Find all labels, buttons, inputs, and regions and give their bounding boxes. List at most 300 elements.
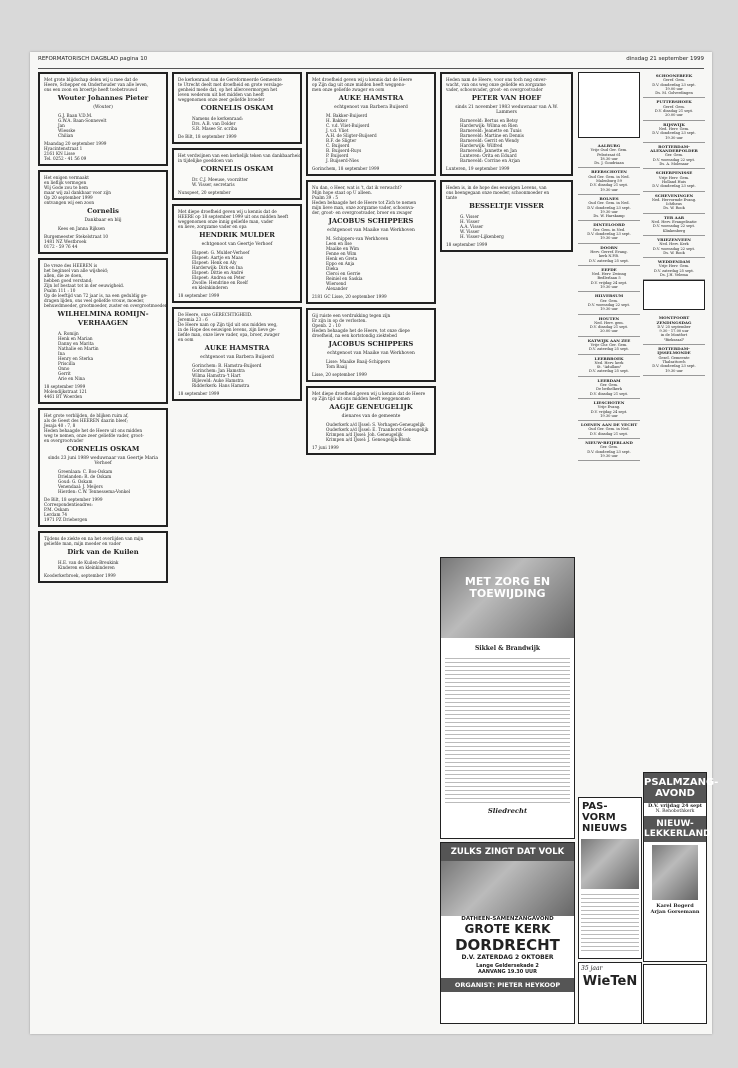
zulks-aside: Lange Geldersekade 2: [476, 963, 539, 969]
agenda-entry: [578, 377, 640, 399]
agenda-line: Oud Ger. Gem. in Ned.: [588, 427, 630, 432]
notice-name-line: Onno: [58, 366, 70, 371]
notice-address: 0172 - 59 76 44: [44, 244, 78, 249]
agenda-entry: [578, 292, 640, 314]
notice-text: te Utrecht deelt met droefheid en grote verslage-: [178, 82, 284, 87]
notice-text: droefheid, na een kortstondig ziektebed: [312, 333, 397, 338]
notice-name: AUKE HAMSTRA: [204, 344, 270, 352]
pasvorm-photo: [581, 839, 639, 889]
agenda-line: Ds. J.H. Velema: [660, 272, 688, 277]
notice-name-line: Elspeet: Andrea en Peter: [192, 275, 246, 280]
agenda-line: Vrije Herv. Gem.: [658, 175, 690, 180]
zulks-aside2: AANVANG 19.30 UUR: [478, 969, 537, 975]
agenda-entry: [578, 195, 640, 221]
zulks-line4: D.V. ZATERDAG 2 OKTOBER: [461, 954, 554, 961]
zulks-title: ZULKS ZINGT DAT VOLK: [441, 843, 574, 861]
psalm-title: PSALMZANG- AVOND: [644, 773, 706, 803]
header-left: REFORMATORISCH DAGBLAD pagina 10: [38, 56, 148, 62]
col3-notice: [306, 180, 436, 304]
agenda-column-left: [578, 72, 640, 461]
notice-name: Dirk van de Kuilen: [67, 548, 139, 556]
agenda-line: D.V. vrijdag 24 sept.: [590, 409, 628, 414]
notice-name-line: W. Visser, secretaris: [192, 182, 235, 187]
agenda-place: LOENEN AAN DE VECHT: [580, 422, 638, 428]
notice-text: Heden is, in de hope des eeuwigen Levens, van: [446, 185, 547, 190]
agenda-entry: [643, 98, 705, 120]
notice-name-line: Alexander: [326, 286, 348, 291]
notice-names: [58, 560, 162, 570]
notice-text: in de Hope des eeuwigen levens, zijn lieve ge-: [178, 327, 276, 332]
notice-subtitle: echtgenoot van Barbera Buijserd: [200, 355, 274, 360]
notice-text: Met diepe droefheid geven wij u kennis dat de: [178, 209, 277, 214]
agenda-line: Ger. Gem.: [599, 445, 619, 450]
col1-notice: [38, 170, 168, 254]
agenda-line: D.V. donderdag 23 sept.: [652, 364, 696, 369]
notice-name-line: C. Buijserd: [326, 143, 350, 148]
notice-names: [460, 118, 567, 163]
notice-text: Heden behaagde het de Heere, tot onze diepe: [312, 328, 410, 333]
col1-notice: [38, 408, 168, 527]
agenda-line: 19.30 uur: [600, 187, 618, 192]
agenda-line: De bethelkerk: [596, 387, 622, 392]
agenda-entry: [578, 168, 640, 194]
agenda-line: Ds. M. Golverdingen: [655, 91, 693, 96]
notice-date: De Bilt, 18 september 1999: [44, 497, 103, 502]
notice-text: Openb. 2 : 10: [312, 323, 341, 328]
agenda-entry: [643, 192, 705, 214]
agenda-place: MONTFOORT ZENDINGSDAG: [656, 315, 692, 325]
agenda-line: Holland Huis: [662, 179, 686, 184]
agenda-line: 19.30 uur: [600, 413, 618, 418]
notice-address: 1481 NZ Westbroek: [44, 239, 87, 244]
notice-name: BESSELTJE VISSER: [469, 202, 544, 210]
notice-text: Op 20 september 1999: [44, 195, 93, 200]
notice-name-line: W. Visser: [460, 229, 480, 234]
agenda-line: Malenburg 59: [596, 179, 622, 184]
agenda-entry: [643, 169, 705, 191]
orgel-ad: [643, 964, 707, 1024]
agenda-line: "Biekszaal": [663, 337, 685, 342]
agenda-place: VRIEZENVEEN: [657, 236, 691, 242]
notice-date: Lunteren, 19 september 1999: [446, 166, 510, 171]
notice-date: 18 september 1999: [446, 242, 488, 247]
notice-text: Gij ruiste een verdrukking tegen zijn: [312, 313, 391, 318]
agenda-list-left: [578, 142, 640, 461]
agenda-entry: [578, 337, 640, 355]
col2-notice: [172, 72, 302, 144]
varia-banner: [643, 280, 705, 310]
notice-name-line: Barneveld: Jannette en Jan: [460, 148, 517, 153]
notice-text: geliefde man, mijn moeder en vader: [44, 541, 121, 546]
notice-text: Het grote verblijden, de blijken ruim af,: [44, 413, 129, 418]
agenda-entry: [578, 266, 640, 292]
agenda-line: 19.30 uur: [600, 236, 618, 241]
notice-name-line: Dr. C.J. Meeuse, voorzitter: [192, 177, 248, 182]
agenda-line: Geref. Gem.: [663, 104, 685, 109]
notice-name-line: Reiniel en Saskia: [326, 276, 363, 281]
notice-text: Psalm 111 : 10: [44, 288, 76, 293]
notice-address: Lerdam 74: [44, 512, 68, 517]
header-right: dinsdag 21 september 1999: [626, 56, 704, 62]
notice-date: 18 september 1999: [178, 391, 220, 396]
notice-text: leven wederom uit het midden van heeft: [178, 92, 264, 97]
notice-date: De Bilt, 18 september 1999: [178, 134, 237, 139]
notice-date: Nunspeet, 20 september: [178, 190, 231, 195]
col2-notice: [172, 204, 302, 303]
agenda-place: SCHEVENINGEN: [654, 192, 694, 198]
agenda-place: LEERBROEK: [594, 355, 624, 361]
notice-name-line: Tom Baaij: [326, 364, 347, 369]
notice-text: ons heengegaan onze moeder, schoonmoeder en: [446, 190, 550, 195]
agenda-line: 19.00 uur: [665, 86, 683, 91]
agenda-entry: [578, 315, 640, 337]
col3-notice: [306, 72, 436, 176]
agenda-line: Geref. Gem.: [663, 78, 685, 83]
notice-name: WILHELMINA ROMIJN-VERHAAGEN: [57, 310, 149, 327]
notice-text: Met droefheid geven wij u kennis dat de Heere: [312, 77, 413, 82]
notice-name-line: Elspeet: Henk en Aly: [192, 260, 237, 265]
notice-text: De Heere, onze GERECHTIGHEID.: [178, 312, 253, 317]
agenda-line: D.V. zaterdag 25 sept.: [589, 369, 629, 374]
psalm-date: D.V. vrijdag 24 sept: [647, 803, 703, 809]
notice-names: [58, 226, 162, 231]
agenda-place: KATWIJK AAN ZEE: [587, 337, 631, 343]
notice-name-line: Harderwijk: Dirk en Ina: [192, 265, 243, 270]
notice-text: maar wij zal dankbaar voor zijn: [44, 190, 111, 195]
notice-text: Met diepe droefheid geven wij u kennis dat de Heere: [312, 391, 426, 396]
notice-address: Hyacintenstraat 1: [44, 146, 83, 151]
notice-name-line: J. v.d. Vliet: [326, 128, 349, 133]
agenda-line: Ned. Herv. Kerk: [659, 242, 689, 247]
agenda-line: in de Montfort: [660, 333, 688, 338]
notice-text: men onze geliefde zwager en oom: [312, 87, 385, 92]
notice-name: AAGJE GENEUGELIJK: [329, 403, 413, 411]
notice-text: Tijdens de ziekte en na het overlijden van mijn: [44, 536, 144, 541]
notice-text: weg te nemen, onze zeer geliefde vader, groot-: [44, 433, 144, 438]
notice-address: 1971 PZ Driebergen: [44, 517, 88, 522]
notice-subtitle: echtgenoot van Maaike van Werkhoven: [327, 228, 415, 233]
notice-name-line: Zwolle: Hendrine en Roelf: [192, 280, 248, 285]
agenda-entry: [578, 355, 640, 377]
notice-name-line: Chilian: [58, 133, 74, 138]
agenda-entry: [643, 258, 705, 280]
notice-address: 4461 BT Woerden: [44, 394, 83, 399]
notice-names: [326, 236, 430, 291]
agenda-place: PUTTERSHOEK: [656, 99, 692, 105]
agenda-line: Ned. Herv. gem.: [594, 320, 624, 325]
col2-notice: [172, 148, 302, 200]
notice-name-line: Danny en Marita: [58, 341, 94, 346]
agenda-line: D.V. donderdag 23 sept.: [652, 184, 696, 189]
notice-address: Burgemeester Stekelstraat 10: [44, 234, 109, 239]
agenda-place: DOORN: [600, 244, 618, 250]
agenda-place: EEFDE: [601, 266, 617, 272]
notice-text: der, groot- en overgrootvader, broer en zwager: [312, 210, 412, 215]
agenda-line: Vrije Oud Ger. Gem.: [590, 148, 628, 153]
notice-name-line: Ouderkerk a/d IJssel: E. Traanborst-Geneugelijk: [326, 427, 429, 432]
notice-name: JACOBUS SCHIPPERS: [328, 217, 414, 225]
notice-name-line: C. v.d. Vliet-Buijserd: [326, 123, 370, 128]
notice-names: [192, 363, 296, 388]
notice-name-line: Leen en Ilse: [326, 241, 352, 246]
notice-text: De vreze des HEEREN is: [44, 263, 98, 268]
notice-text: en overgrootvader: [44, 438, 84, 443]
notice-name-line: Elspeet: G. Mulder-Verhoef: [192, 250, 250, 255]
agenda-place: DINTELOORD: [593, 222, 625, 228]
agenda-place: LIESCHOTEN: [593, 399, 625, 405]
zulks-photo: [441, 861, 574, 916]
notice-name-line: Krimpen a/d IJssel: J. Geneugelijk-Blonk: [326, 437, 411, 442]
agenda-line: kerk N.P.B.: [598, 254, 619, 259]
agenda-line: D.V. donderdag 23 sept.: [587, 205, 631, 210]
notice-names: [460, 214, 567, 239]
notice-name: Wouter Johannes Pieter: [57, 94, 149, 102]
agenda-line: 18.30 uur: [600, 156, 618, 161]
notice-name-line: G.J. Baan V.D.M.: [58, 113, 93, 118]
notice-date: 18 september 1999: [44, 384, 86, 389]
notice-text: mijn lieve man, onze zorgzame vader, schoonva-: [312, 205, 415, 210]
agenda-line: Vrije Chr. Ger. Gem.: [590, 342, 628, 347]
agenda-line: Ger. Gem. in Ned.: [592, 227, 626, 232]
notice-text: in tijdelijke goeddoen van: [178, 158, 233, 163]
notice-subtitle: echtgenoot van Geertje Verhoef: [201, 242, 273, 247]
notice-name: AUKE HAMSTRA: [338, 94, 404, 102]
agenda-line: Ger. Gem.: [599, 298, 619, 303]
notice-name-line: Kinderen en kleinkinderen: [58, 565, 115, 570]
agenda-line: Ned. Herv. kerk: [594, 360, 624, 365]
agenda-line: D.V. woensdag 22 sept.: [652, 224, 696, 229]
notice-text: behuwdmoeder, grootmoeder, zuster en overgrootmoeder: [44, 303, 167, 308]
agenda-line: Ds. W. Rook: [663, 206, 685, 211]
notice-name-line: M. Schippers-van Werkhoven: [326, 236, 389, 241]
notice-name-line: A.A. Visser: [460, 224, 484, 229]
agenda-line: Ds. A. Molenaar: [659, 162, 689, 167]
orgel-slogan: DE BESTE KEUZE VOOR EEN KLASSIEK ORGEL: [651, 969, 699, 997]
notice-text: Op de leeftijd van 72 jaar is, na een geduldig ge-: [44, 293, 148, 298]
notice-name-line: Barneveld: Corrine en Arjan: [460, 158, 520, 163]
psalm-photo: [652, 845, 698, 900]
col4-notice: [440, 180, 573, 252]
psalm-organist: Karel Bogerd: [656, 903, 694, 909]
agenda-line: Gezel. Gemeente: [658, 355, 690, 360]
newspaper-page: [30, 52, 719, 1034]
notice-names: [58, 469, 162, 494]
agenda-line: Vrije Evang.: [597, 405, 621, 410]
notice-names: [58, 331, 162, 381]
agenda-line: Thalsattorch: [662, 359, 686, 364]
agenda-line: Herv. Gerref. Evang.: [590, 249, 628, 254]
column-4: [440, 72, 573, 256]
agenda-entry: [643, 72, 705, 98]
agenda-line: Ned. Herv. Gem.: [658, 126, 690, 131]
notice-name-line: Gerrit: [58, 371, 71, 376]
notice-text: weggenomen onze innig geliefde man, vader: [178, 219, 274, 224]
agenda-line: D.V. zaterdag 25 sept.: [589, 258, 629, 263]
col1-notice: [38, 258, 168, 404]
notice-name-line: Lunteren: Orita en Eduard: [460, 153, 517, 158]
agenda-entry: [578, 221, 640, 243]
notice-name-line: P. Buijserd: [326, 153, 349, 158]
agenda-line: Oud Ger. Gem. in Ned.: [588, 201, 630, 206]
notice-name-line: Jan: [58, 123, 65, 128]
agenda-line: Pelsstraat 61: [597, 152, 621, 157]
notice-name-line: Elspeet: Aartje en Maas: [192, 255, 243, 260]
notice-text: Jesaja 40 : 7, 8: [44, 423, 76, 428]
notice-name-line: J. Buijserd-Nies: [326, 158, 359, 163]
notice-name-line: Gorinchem: B. Hamstra-Buijserd: [192, 363, 262, 368]
col3-notice: [306, 308, 436, 382]
agenda-line: Ned. Hervormde Evang.: [651, 197, 697, 202]
notice-text: vader, schoonvader, groot- en overgrootvader: [446, 87, 543, 92]
agenda-line: D.V. woensdag 22 sept.: [587, 302, 631, 307]
notice-name-line: Drs. A.B. van Dolder: [192, 121, 236, 126]
agenda-line: 19.30 uur: [600, 307, 618, 312]
notice-text: tante: [446, 195, 458, 200]
vergader-agenda-title: Ver- gader- agenda: [580, 76, 638, 120]
notice-text: Het verdwijnen van een kerkelijk teken van dankbaarheid: [178, 153, 302, 158]
agenda-entry: [578, 142, 640, 168]
notice-name-line: Bijleveld: Auke Hamstra: [192, 378, 244, 383]
notice-address: Molendijkstraat 121: [44, 389, 88, 394]
notice-names: [326, 113, 430, 163]
notice-names: [192, 250, 296, 290]
notice-subtitle: echtgenoot van Maaike van Werkhoven: [327, 351, 415, 356]
notice-name-line: Ina: [58, 351, 65, 356]
notice-name-line: Krimpen a/d IJssel: Joh. Geneugelijk: [326, 432, 403, 437]
notice-name-line: Nathalie en Martin: [58, 346, 99, 351]
notice-name-line: M. Bakker-Buijserd: [326, 113, 368, 118]
notice-date: Kooderkerbroek, september 1999: [44, 573, 116, 578]
notice-text: Er zijn in op de verlosten.: [312, 318, 367, 323]
agenda-entry: [578, 421, 640, 439]
notice-text: Heden behaagde het de Heere uit ons midden: [44, 428, 143, 433]
notice-name-line: B.F. de Sligter: [326, 138, 357, 143]
notice-name-line: Cleroi en Gerrie: [326, 271, 361, 276]
agenda-line: D.V. dinsdag 21 sept.: [589, 325, 629, 330]
pasvorm-text: [581, 891, 639, 951]
notice-text: het beginsel van alle wijsheid;: [44, 268, 109, 273]
agenda-entry: [643, 236, 705, 258]
notice-name-line: S.R. Masee Sr. scriba: [192, 126, 238, 131]
agenda-line: Klinkenberg: [662, 228, 686, 233]
notice-name: CORNELIS OSKAM: [66, 445, 140, 453]
notice-text: en lieve, zorgzame vader en opa: [178, 224, 247, 229]
notice-text: De kerkenraad van de Gereformeerde Gemeente: [178, 77, 282, 82]
agenda-line: Ned. Herv. Evangelisatie: [651, 220, 697, 225]
notice-text: allen, die ze doen,: [44, 273, 83, 278]
agenda-line: D.V. donderdag 23 sept.: [652, 131, 696, 136]
notice-date: 18 september 1999: [178, 293, 220, 298]
agenda-line: D.V. woensdag 22 sept.: [652, 246, 696, 251]
notice-text: en lieflijk vermogen: [44, 180, 87, 185]
notice-name-line: Fenne en Wim: [326, 251, 357, 256]
notice-name: CORNELIS OSKAM: [200, 104, 274, 112]
notice-address: 2161 KN Lisse: [44, 151, 76, 156]
agenda-column-right: [643, 72, 705, 376]
notice-name-line: Wiesske: [58, 128, 76, 133]
agenda-entry: [578, 439, 640, 461]
notice-text: als de Geest des HEEREN daarin bleef;: [44, 418, 128, 423]
notice-name-line: Henk en Greta: [326, 256, 358, 261]
wieten-sub: 35 jaar: [581, 965, 603, 972]
notice-address: Correspondentieadres:: [44, 502, 93, 507]
agenda-place: LEERDAM: [597, 377, 621, 383]
notice-name-line: Wiersend: [326, 281, 347, 286]
notice-address: Tel. 0252 - 41 56 09: [44, 156, 87, 161]
notice-name: CORNELIS OSKAM: [200, 165, 274, 173]
notice-name-line: Henk en Marian: [58, 336, 93, 341]
agenda-line: 20.00 uur: [600, 329, 618, 334]
agenda-place: WEDDENDAM: [657, 259, 691, 265]
pasvorm-title: PAS-VORM NIEUWS: [582, 801, 628, 834]
notice-name-line: Elspeet: Dittie en André: [192, 270, 244, 275]
notice-name: HENDRIK MULDER: [199, 231, 275, 239]
agenda-line: D.V. zaterdag 25 sept.: [589, 347, 629, 352]
notice-name-line: Henry en Sterka: [58, 356, 94, 361]
psalm-place: N. Rehobothkerk: [655, 809, 695, 814]
notice-name-line: en kleinkinderen: [192, 285, 228, 290]
notice-name-line: A.H. de Sligter-Buijserd: [326, 133, 377, 138]
zorg-footer: Sliedrecht: [487, 807, 528, 815]
notice-name: Cornelis: [87, 207, 119, 215]
agenda-line: Ger. Gem.: [599, 383, 619, 388]
notice-name-line: H. Bakker: [326, 118, 348, 123]
agenda-line: Ds. W. Rook: [663, 250, 685, 255]
agenda-entry: [643, 314, 705, 345]
notice-subtitle: sinds 21 november 1983 weduwnaar van A.W. Lammers: [455, 105, 558, 115]
agenda-place: TER AAR: [663, 214, 685, 220]
agenda-line: 19.30 uur: [600, 285, 618, 290]
vergader-agenda-banner: [578, 72, 640, 138]
zulks-line1: DATHEEN-SAMENZANGAVOND: [461, 916, 554, 922]
agenda-line: D.V. woensdag 22 sept.: [652, 157, 696, 162]
notice-name-line: Greenlaan: C. Bos-Oskam: [58, 469, 113, 474]
agenda-line: D.V. donderdag 23 sept.: [587, 449, 631, 454]
notice-subtitle: Dankbaar en blij: [84, 218, 122, 223]
agenda-place: SCHOONEBEEK: [655, 73, 693, 78]
notice-text: Jeremia 23 : 6: [178, 317, 208, 322]
notice-text: ontvangen wij een zoon: [44, 200, 95, 205]
notice-subtitle: (Wouter): [93, 105, 113, 110]
notice-name-line: Barneveld: Gerrit en Wendy: [460, 138, 520, 143]
notice-names: [326, 422, 430, 442]
column-2: [172, 72, 302, 405]
notice-text: Heden nam de Heere, voor ons toch nog onver-: [446, 77, 547, 82]
notice-name-line: Barneveld: Martine en Dennis: [460, 133, 524, 138]
notice-name-line: Venendaal: J. Meijers: [58, 484, 103, 489]
notice-text: op Zijn tijd uit ons midden heeft weggenomen: [312, 396, 410, 401]
agenda-entry: [578, 399, 640, 421]
agenda-line: Ds. W. Harskamp: [593, 214, 625, 219]
notice-date: 2181 GC Lisse, 20 september 1999: [312, 294, 387, 299]
zulks-line3: DORDRECHT: [455, 936, 560, 954]
notice-address: P.M. Oskam: [44, 507, 69, 512]
col4-notice: [440, 72, 573, 176]
agenda-line: Ger. Gem.: [664, 153, 684, 158]
agenda-place: ROTTERDAM-IJSSELMONDE: [657, 346, 691, 356]
notice-name-line: Barneveld: Bertus en Betsy: [460, 118, 519, 123]
notice-subtitle: dienares van de gemeente: [341, 414, 401, 419]
notice-text: wacht, van ons weg onze geliefde en zorgzame: [446, 82, 546, 87]
pasvorm-ad: [578, 797, 642, 959]
notice-names: [58, 113, 162, 138]
agenda-place: AALBURG: [597, 143, 621, 148]
agenda-line: D.V. dinsdag 21 sept.: [654, 109, 694, 114]
zorg-company: Sikkel & Brandwijk: [474, 645, 541, 652]
zorg-title: MET ZORG EN TOEWIJDING: [464, 575, 551, 600]
agenda-place: BEERSCHOTEN: [591, 169, 627, 175]
notice-text: Wij Gode zou te hem: [44, 185, 88, 190]
